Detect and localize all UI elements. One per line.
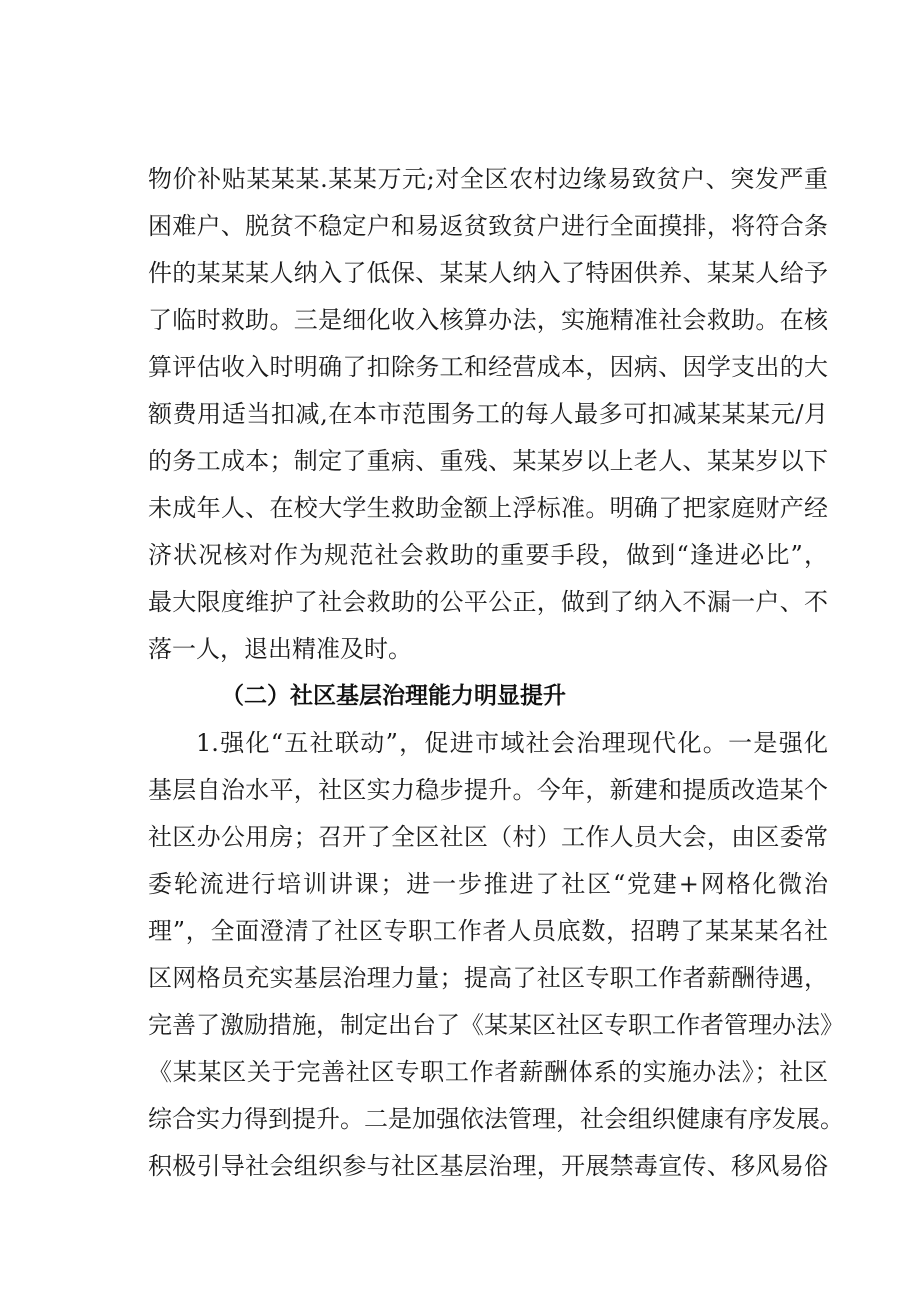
paragraph-line: 区网格员充实基层治理力量；提高了社区专职工作者薪酬待遇， bbox=[148, 964, 828, 992]
paragraph-line: 物价补贴某某某.某某万元;对全区农村边缘易致贫户、突发严重 bbox=[148, 165, 828, 193]
paragraph-line: 基层自治水平，社区实力稳步提升。今年，新建和提质改造某个 bbox=[148, 776, 828, 804]
paragraph-line: 未成年人、在校大学生救助金额上浮标准。明确了把家庭财产经 bbox=[148, 494, 828, 522]
paragraph-line: 完善了激励措施，制定出台了《某某区社区专职工作者管理办法》 bbox=[148, 1011, 844, 1039]
section-heading: （二）社区基层治理能力明显提升 bbox=[221, 683, 566, 709]
paragraph-line: 的务工成本；制定了重病、重残、某某岁以上老人、某某岁以下 bbox=[148, 447, 828, 475]
paragraph-line: 济状况核对作为规范社会救助的重要手段，做到“逢进必比”， bbox=[148, 541, 828, 569]
paragraph-line: 社区办公用房；召开了全区社区（村）工作人员大会，由区委常 bbox=[148, 823, 828, 851]
paragraph-line: 件的某某某人纳入了低保、某某人纳入了特困供养、某某人给予 bbox=[148, 259, 828, 287]
paragraph-line: 困难户、脱贫不稳定户和易返贫致贫户进行全面摸排，将符合条 bbox=[148, 212, 828, 240]
paragraph-line: 综合实力得到提升。二是加强依法管理，社会组织健康有序发展。 bbox=[148, 1105, 844, 1133]
paragraph-line: 积极引导社会组织参与社区基层治理，开展禁毒宣传、移风易俗 bbox=[148, 1152, 828, 1180]
paragraph-line: 落一人，退出精准及时。 bbox=[148, 635, 412, 663]
paragraph-line: 理”，全面澄清了社区专职工作者人员底数，招聘了某某某名社 bbox=[148, 917, 828, 945]
paragraph-line: 算评估收入时明确了扣除务工和经营成本，因病、因学支出的大 bbox=[148, 353, 828, 381]
paragraph-line: 1.强化“五社联动”，促进市域社会治理现代化。一是强化 bbox=[196, 729, 828, 757]
paragraph-line: 最大限度维护了社会救助的公平公正，做到了纳入不漏一户、不 bbox=[148, 588, 828, 616]
paragraph-line: 委轮流进行培训讲课；进一步推进了社区“党建+网格化微治 bbox=[148, 870, 828, 898]
paragraph-line: 《某某区关于完善社区专职工作者薪酬体系的实施办法》；社区 bbox=[148, 1058, 828, 1086]
paragraph-line: 额费用适当扣减,在本市范围务工的每人最多可扣减某某某元/月 bbox=[148, 400, 828, 428]
paragraph-line: 了临时救助。三是细化收入核算办法，实施精准社会救助。在核 bbox=[148, 306, 828, 334]
